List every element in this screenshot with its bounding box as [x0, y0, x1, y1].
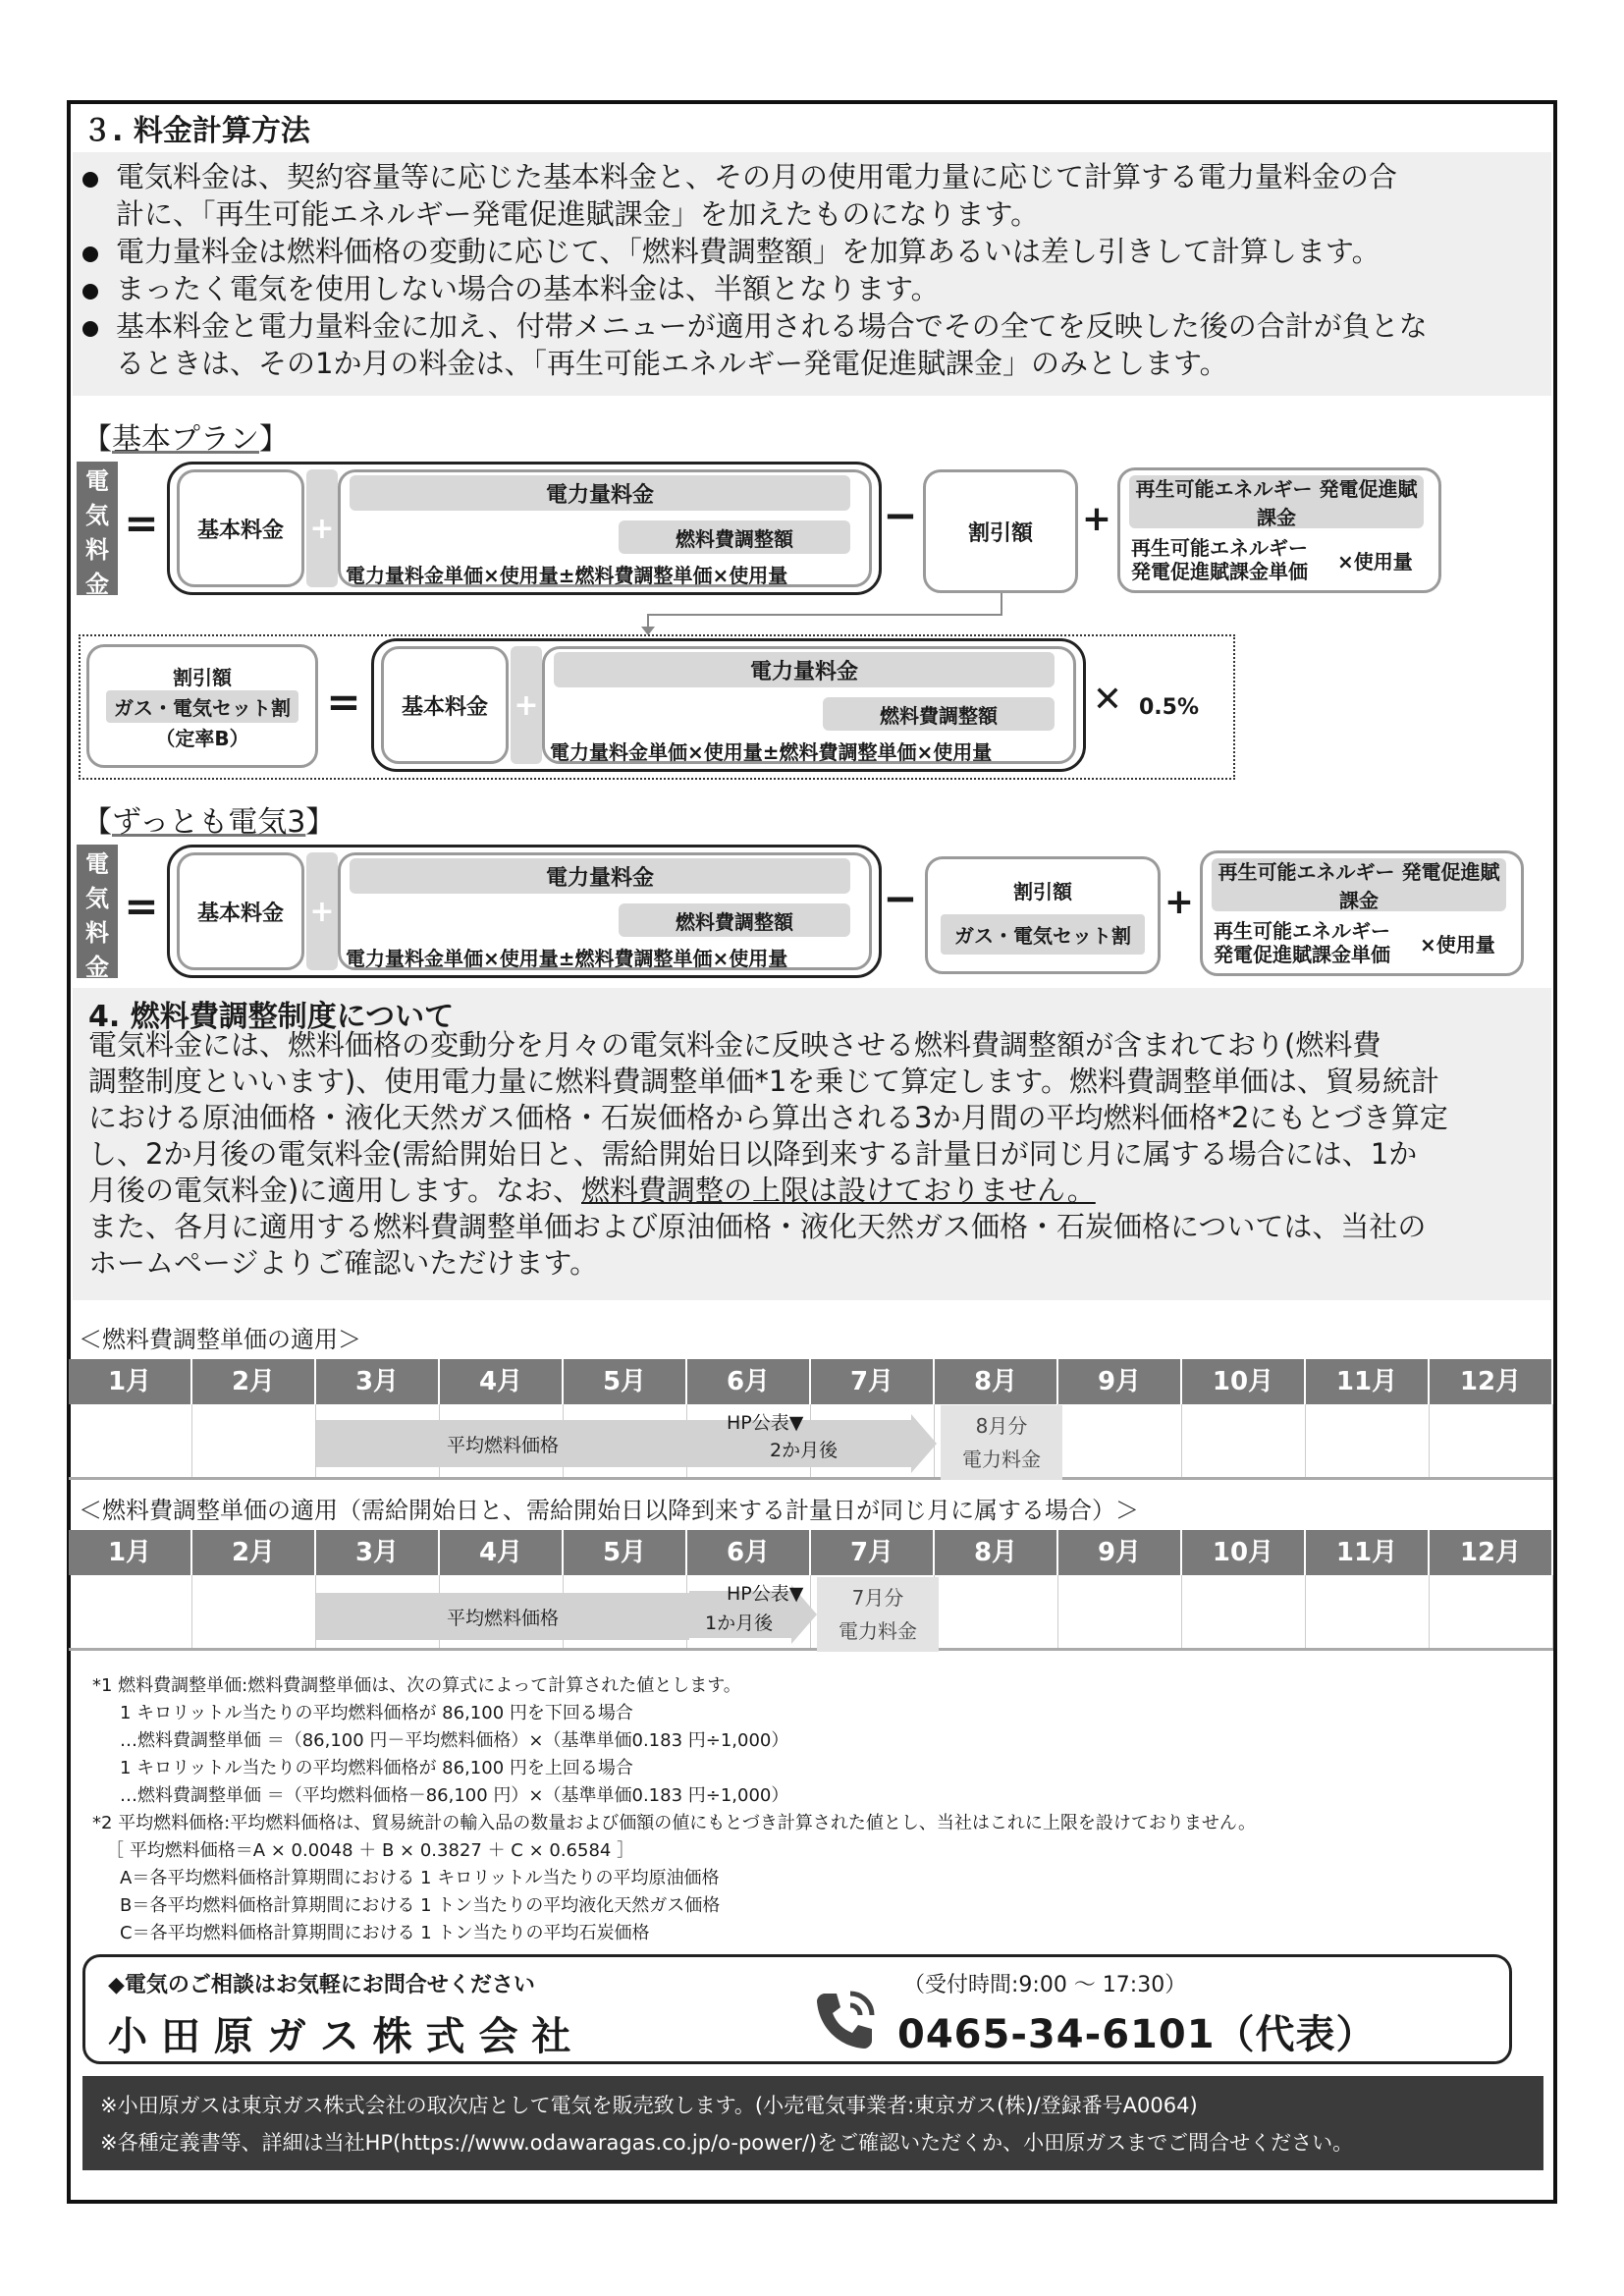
fuel-adjust-label: 燃料費調整額 — [823, 697, 1055, 731]
plus-connector: + — [306, 469, 338, 587]
month-cell: 9月 — [1058, 1530, 1182, 1575]
footnote-line: B＝各平均燃料価格計算期間における 1 トン当たりの平均液化天然ガス価格 — [120, 1895, 721, 1916]
month-cell: 3月 — [316, 1530, 440, 1575]
footnote-line: C＝各平均燃料価格計算期間における 1 トン当たりの平均石炭価格 — [120, 1923, 650, 1943]
bullet-dot — [82, 284, 98, 300]
month-cell: 4月 — [440, 1359, 564, 1404]
set-discount-box: 割引額 ガス・電気セット割 （定率B） — [86, 644, 318, 768]
times-sign: ✕ — [1092, 680, 1123, 720]
section4-title: 4. 燃料費調整制度について — [88, 1000, 455, 1034]
lag-label: 2か月後 — [770, 1440, 839, 1461]
company-name: 小 田 原 ガ ス 株 式 会 社 — [108, 2014, 571, 2059]
section4-line: における原油価格・液化天然ガス価格・石炭価格から算出される3か月間の平均燃料価格*2にもとづき算定 — [88, 1101, 1448, 1134]
month-cell: 5月 — [564, 1359, 687, 1404]
month-cell: 6月 — [687, 1530, 811, 1575]
bullet-text: まったく電気を使用しない場合の基本料金は、半額となります。 — [116, 272, 940, 305]
renewable-unit-price: 再生可能エネルギー 発電促進賦課金単価 — [1214, 919, 1390, 966]
discount-box: 割引額 ガス・電気セット割 — [925, 856, 1161, 974]
equals-sign: = — [124, 499, 159, 547]
energy-charge-label: 電力量料金 — [554, 652, 1055, 687]
hp-publish-mark: HP公表▼ — [727, 1583, 804, 1605]
applied-month-box: 8月分 電力料金 — [941, 1405, 1062, 1480]
timeline2-caption: ＜燃料費調整単価の適用（需給開始日と、需給開始日以降到来する計量日が同じ月に属する場合）＞ — [79, 1497, 1139, 1524]
month-cell: 8月 — [935, 1530, 1058, 1575]
applied-month-box: 7月分 電力料金 — [817, 1577, 939, 1652]
month-cell: 1月 — [69, 1530, 192, 1575]
month-cell: 9月 — [1058, 1359, 1182, 1404]
section4-line: し、2か月後の電気料金(需給開始日と、需給開始日以降到来する計量日が同じ月に属する場合には、1か — [88, 1137, 1418, 1171]
renewable-levy-label: 再生可能エネルギー 発電促進賦課金 — [1212, 858, 1506, 911]
plan2-title: 【ずっとも電気3】 — [82, 805, 336, 840]
times-usage: ×使用量 — [1337, 550, 1413, 574]
month-cell: 10月 — [1182, 1359, 1306, 1404]
plan1-title: 【基本プラン】 — [82, 422, 289, 457]
month-cell: 1月 — [69, 1359, 192, 1404]
equals-sign: = — [124, 882, 159, 930]
bullet-dot — [82, 172, 98, 188]
month-cell: 7月 — [811, 1530, 935, 1575]
renewable-unit-price: 再生可能エネルギー 発電促進賦課金単価 — [1131, 536, 1308, 583]
timeline1-caption: ＜燃料費調整単価の適用＞ — [79, 1326, 361, 1353]
plus-connector: + — [306, 852, 338, 970]
equals-sign: = — [326, 678, 361, 726]
section4-line: ホームページよりご確認いただけます。 — [88, 1246, 599, 1280]
section4-line: 調整制度といいます)、使用電力量に燃料費調整単価*1を乗じて算定します。燃料費調整単価は、貿易統計 — [88, 1065, 1439, 1098]
minus-sign: − — [883, 874, 918, 922]
footnote-line: *2 平均燃料価格:平均燃料価格は、貿易統計の輸入品の数量および価額の値にもとづき計算された値とし、当社はこれに上限を設けておりません。 — [92, 1813, 1256, 1833]
section4-line: また、各月に適用する燃料費調整単価および原油価格・液化天然ガス価格・石炭価格については、当社の — [88, 1210, 1427, 1243]
energy-formula: 電力量料金単価×使用量±燃料費調整単価×使用量 — [346, 564, 788, 587]
reception-hours: （受付時間:9:00 〜 17:30） — [903, 1973, 1187, 1997]
footnote-line: A＝各平均燃料価格計算期間における 1 キロリットル当たりの平均原油価格 — [120, 1868, 720, 1888]
fuel-adjust-label: 燃料費調整額 — [619, 520, 850, 554]
footer-line: ※各種定義書等、詳細は当社HP(https://www.odawaragas.co.jp/o-power/)をご確認いただくか、小田原ガスまでご問合せください。 — [100, 2131, 1354, 2155]
bullet-text: るときは、その1か月の料金は、「再生可能エネルギー発電促進賦課金」のみとします。 — [116, 347, 1228, 380]
section4-line: 電気料金には、燃料価格の変動分を月々の電気料金に反映させる燃料費調整額が含まれており(燃料費 — [88, 1028, 1381, 1062]
footnote-line: 1 キロリットル当たりの平均燃料価格が 86,100 円を下回る場合 — [120, 1703, 633, 1723]
connector-arrow — [628, 589, 1021, 636]
lag-label: 1か月後 — [705, 1613, 774, 1634]
month-cell: 2月 — [192, 1359, 316, 1404]
minus-sign: − — [883, 491, 918, 539]
month-cell: 2月 — [192, 1530, 316, 1575]
section4-line: 月後の電気料金)に適用します。なお、燃料費調整の上限は設けておりません。 — [88, 1174, 1096, 1207]
avg-fuel-bar: 平均燃料価格 — [316, 1420, 689, 1467]
base-charge-box: 基本料金 — [381, 646, 509, 764]
month-cell: 11月 — [1306, 1359, 1430, 1404]
contact-lead: ◆電気のご相談はお気軽にお問合せください — [108, 1973, 535, 1997]
avg-fuel-bar: 平均燃料価格 — [316, 1593, 689, 1640]
phone-icon — [811, 1988, 878, 2054]
plus-connector: + — [511, 646, 542, 764]
bullet-dot — [82, 321, 98, 337]
plus-sign: + — [1164, 882, 1195, 922]
footnote-line: ［ 平均燃料価格＝A × 0.0048 ＋ B × 0.3827 ＋ C × 0.6584 ］ — [106, 1840, 635, 1861]
bullet-text: 電力量料金は燃料価格の変動に応じて、「燃料費調整額」を加算あるいは差し引きして計算します。 — [116, 235, 1380, 268]
discount-rate: 0.5% — [1139, 695, 1200, 720]
electricity-charge-label: 電 気 料 金 — [77, 462, 118, 595]
bullet-text: 基本料金と電力量料金に加え、付帯メニューが適用される場合でその全てを反映した後の合計が負とな — [116, 309, 1428, 343]
base-charge-box: 基本料金 — [177, 469, 304, 587]
month-cell: 5月 — [564, 1530, 687, 1575]
month-cell: 12月 — [1430, 1359, 1553, 1404]
bullet-text: 計に、「再生可能エネルギー発電促進賦課金」を加えたものになります。 — [116, 197, 1040, 231]
energy-formula: 電力量料金単価×使用量±燃料費調整単価×使用量 — [346, 947, 788, 970]
energy-formula: 電力量料金単価×使用量±燃料費調整単価×使用量 — [550, 740, 993, 764]
section3-bullets — [73, 152, 1551, 396]
phone-number[interactable]: 0465-34-6101（代表） — [897, 2012, 1377, 2057]
electricity-charge-label: 電 気 料 金 — [77, 845, 118, 978]
footer-notice — [82, 2076, 1543, 2170]
footnote-line: 1 キロリットル当たりの平均燃料価格が 86,100 円を上回る場合 — [120, 1758, 633, 1778]
renewable-levy-label: 再生可能エネルギー 発電促進賦課金 — [1129, 475, 1424, 528]
energy-charge-label: 電力量料金 — [350, 475, 850, 511]
month-cell: 11月 — [1306, 1530, 1430, 1575]
section4-block — [73, 988, 1551, 1300]
month-header — [69, 1530, 1553, 1575]
fuel-adjust-label: 燃料費調整額 — [619, 903, 850, 937]
times-usage: ×使用量 — [1420, 933, 1495, 957]
base-charge-box: 基本料金 — [177, 852, 304, 970]
month-cell: 12月 — [1430, 1530, 1553, 1575]
month-cell: 8月 — [935, 1359, 1058, 1404]
energy-charge-label: 電力量料金 — [350, 858, 850, 894]
month-cell: 4月 — [440, 1530, 564, 1575]
month-cell: 7月 — [811, 1359, 935, 1404]
footnote-line: …燃料費調整単価 ＝（86,100 円－平均燃料価格）×（基準単価0.183 円÷1,000） — [120, 1730, 789, 1751]
bullet-dot — [82, 246, 98, 262]
discount-box: 割引額 — [923, 469, 1078, 593]
footnote-line: …燃料費調整単価 ＝（平均燃料価格－86,100 円）×（基準単価0.183 円÷1,000） — [120, 1785, 789, 1806]
month-header — [69, 1359, 1553, 1404]
month-cell: 10月 — [1182, 1530, 1306, 1575]
footnote-line: *1 燃料費調整単価:燃料費調整単価は、次の算式によって計算された値とします。 — [92, 1675, 741, 1696]
bullet-text: 電気料金は、契約容量等に応じた基本料金と、その月の使用電力量に応じて計算する電力量料金の合 — [116, 160, 1398, 193]
month-cell: 3月 — [316, 1359, 440, 1404]
section3-title: ３. 料金計算方法 — [82, 114, 310, 148]
footer-line: ※小田原ガスは東京ガス株式会社の取次店として電気を販売致します。(小売電気事業者:東京ガス(株)/登録番号A0064) — [100, 2094, 1198, 2117]
month-cell: 6月 — [687, 1359, 811, 1404]
hp-publish-mark: HP公表▼ — [727, 1412, 804, 1434]
plus-sign: + — [1081, 499, 1112, 539]
